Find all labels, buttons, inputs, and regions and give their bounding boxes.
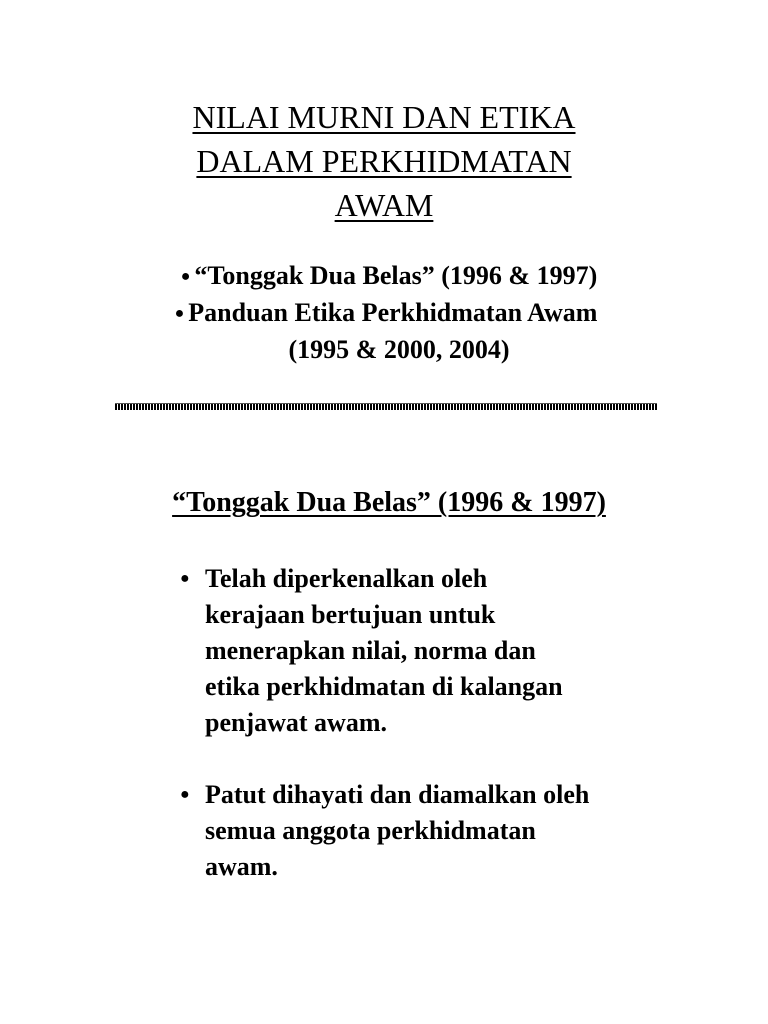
- point-1-line-5: penjawat awam.: [205, 708, 387, 737]
- bullet-icon: ●: [174, 305, 185, 322]
- point-1-line-3: menerapkan nilai, norma dan: [205, 636, 536, 665]
- point-2-line-3: awam.: [205, 852, 278, 881]
- section-heading: [0, 483, 768, 523]
- point-2-line-1: Patut dihayati dan diamalkan oleh: [205, 780, 590, 809]
- bullet-icon: ●: [180, 570, 190, 587]
- bullet-icon: ●: [180, 268, 191, 285]
- summary-item-1: [0, 258, 768, 295]
- section-heading-text: “Tonggak Dua Belas” (1996 & 1997): [172, 487, 606, 518]
- summary-list: [0, 258, 768, 368]
- summary-item-2: [0, 295, 768, 332]
- section-points: [175, 561, 695, 885]
- point-1-line-4: etika perkhidmatan di kalangan: [205, 672, 563, 701]
- page-title: [0, 95, 768, 227]
- title-line-2: DALAM PERKHIDMATAN: [196, 143, 572, 179]
- title-line-1: NILAI MURNI DAN ETIKA: [192, 99, 576, 135]
- summary-item-1-text: “Tonggak Dua Belas” (1996 & 1997): [194, 261, 598, 290]
- point-1-line-2: kerajaan bertujuan untuk: [205, 600, 496, 629]
- list-item: [175, 561, 695, 741]
- list-item: [175, 777, 695, 885]
- point-1-line-1: Telah diperkenalkan oleh: [205, 564, 488, 593]
- summary-item-2-text: Panduan Etika Perkhidmatan Awam: [188, 298, 598, 327]
- bullet-icon: ●: [180, 786, 190, 803]
- section-divider: [115, 403, 657, 410]
- title-line-3: AWAM: [334, 187, 434, 223]
- summary-item-2-continuation: (1995 & 2000, 2004): [288, 335, 510, 364]
- point-2-line-2: semua anggota perkhidmatan: [205, 816, 536, 845]
